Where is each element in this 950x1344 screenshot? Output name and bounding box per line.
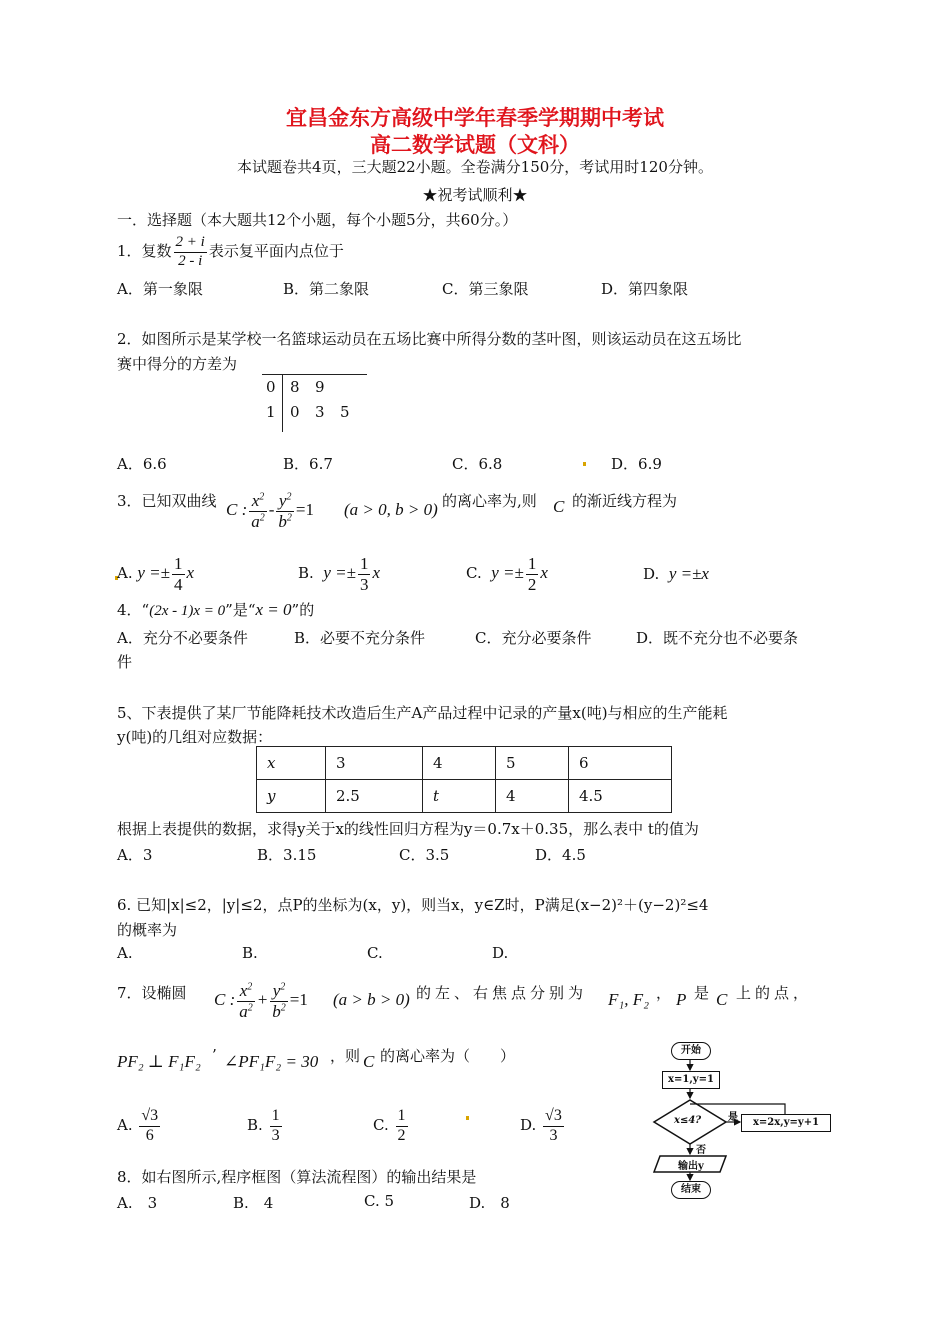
table-cell: 3 xyxy=(326,747,423,780)
table-cell: 6 xyxy=(569,747,672,780)
q3-option-c: C. y =± $\frac{1}{2}$ x xyxy=(466,554,548,594)
q3-opt-c-label: C. xyxy=(466,564,482,582)
q4-mid: ”是“ xyxy=(225,601,256,619)
q7-sep: ’ xyxy=(212,1046,217,1064)
table-cell: t xyxy=(423,780,496,813)
stem-top-line xyxy=(262,374,367,375)
q7-opt-c-label: C. xyxy=(373,1116,389,1134)
q1-suffix: 表示复平面内点位于 xyxy=(208,242,344,260)
q2-line2: 赛中得分的方差为 xyxy=(117,355,238,373)
q7-suffix: 上的点， xyxy=(736,984,813,1002)
question-4 xyxy=(117,599,314,620)
q7-ask: 的离心率为（ ） xyxy=(380,1047,516,1065)
q7-opt-c-den: 2 xyxy=(397,1126,406,1144)
q3-prefix: 3．已知双曲线 xyxy=(117,492,217,510)
q3-opt-c-den: 2 xyxy=(527,574,537,594)
q7-angle: ∠PF₁F₂ = 30 xyxy=(224,1052,319,1071)
q6-option-d: D. xyxy=(492,944,509,962)
q7-foci: F₁, F₂ xyxy=(608,990,650,1009)
q7-option-a xyxy=(117,1100,162,1150)
q5-data-table xyxy=(256,746,672,813)
q5-option-a: A．3 xyxy=(117,846,153,864)
q5-option-b: B．3.15 xyxy=(257,846,317,864)
q7-p: P xyxy=(676,990,687,1009)
q7-opt-b-den: 3 xyxy=(271,1126,280,1144)
q3-opt-a-label: A. xyxy=(117,564,133,582)
table-cell: 5 xyxy=(496,747,569,780)
leaf-1-2: 5 xyxy=(340,403,350,421)
q7-opt-a-num: √3 xyxy=(139,1107,160,1126)
stem-divider xyxy=(282,374,283,432)
q8-option-b: B. 4 xyxy=(233,1194,274,1212)
q7-c: C xyxy=(716,990,728,1009)
q5-line2: y(吨)的几组对应数据： xyxy=(117,728,273,746)
leaf-1-1: 3 xyxy=(315,403,325,421)
q7-opt-a-label: A. xyxy=(117,1116,133,1134)
q7-opt-b-num: 1 xyxy=(270,1107,282,1126)
q5-option-d: D．4.5 xyxy=(535,846,586,864)
q6-line2: 的概率为 xyxy=(117,921,178,939)
q3-opt-d-label: D. xyxy=(643,565,660,583)
q1-option-a: A．第一象限 xyxy=(117,280,203,298)
q3-option-d: D. y =±x xyxy=(643,564,709,583)
q5-option-c: C．3.5 xyxy=(399,846,450,864)
q5-line3: 根据上表提供的数据，求得y关于x的线性回归方程为y＝0.7x＋0.35，那么表中 t的值为 xyxy=(117,820,699,838)
q7-opt-b-label: B. xyxy=(247,1116,263,1134)
q1-option-c: C．第三象限 xyxy=(442,280,529,298)
flowchart-init: x=1,y=1 xyxy=(662,1071,720,1089)
q7-opt-d-den: 3 xyxy=(549,1126,558,1144)
q4-option-d: D．既不充分也不必要条 xyxy=(636,629,799,647)
q4-suffix: ”的 xyxy=(291,601,315,619)
q3-frac-x: $\frac{x^2}{a^2}$ xyxy=(251,491,265,531)
stem-leaf-plot xyxy=(262,374,367,432)
q2-option-b: B．6.7 xyxy=(283,455,333,473)
q7-ellipse-equation: C : $\frac{x^2}{a^2}$ + $\frac{y^2}{b^2}$ =1 xyxy=(214,981,308,1021)
table-row xyxy=(257,780,672,813)
q3-hyperbola-equation: C : $\frac{x^2}{a^2}$ - $\frac{y^2}{b^2}$ =1 xyxy=(226,491,315,531)
table-cell: 4.5 xyxy=(569,780,672,813)
q4-expr1: (2x - 1)x = 0 xyxy=(149,603,226,619)
q7-c2: C xyxy=(363,1052,375,1071)
q7-then: ，则 xyxy=(330,1047,361,1065)
page-title: 宜昌金东方高级中学年春季学期期中考试 xyxy=(286,105,664,130)
q7-option-c xyxy=(373,1100,410,1150)
table-cell: x xyxy=(257,747,326,780)
q7-opt-d-label: D. xyxy=(520,1116,537,1134)
flowchart-start: 开始 xyxy=(671,1042,711,1060)
q3-condition: (a > 0, b > 0) xyxy=(344,500,438,519)
q2-option-d: D．6.9 xyxy=(611,455,662,473)
q6-option-b: B. xyxy=(242,944,258,962)
q8-option-c: C. 5 xyxy=(364,1192,395,1210)
stray-mark-3 xyxy=(466,1116,469,1120)
question-1 xyxy=(117,228,344,274)
stray-mark xyxy=(583,462,586,466)
q7-prefix: 7．设椭圆 xyxy=(117,984,187,1002)
q3-opt-b-label: B. xyxy=(298,564,314,582)
q7-option-b xyxy=(247,1100,284,1150)
q1-option-d: D．第四象限 xyxy=(601,280,689,298)
blessing: ★祝考试顺利★ xyxy=(422,186,528,204)
q3-mid: 的离心率为,则 xyxy=(442,492,537,510)
q3-c: C xyxy=(553,497,565,516)
flowchart xyxy=(640,1038,840,1208)
q5-line1: 5、下表提供了某厂节能降耗技术改造后生产A产品过程中记录的产量x(吨)与相应的生产能耗 xyxy=(117,704,728,722)
stem-1: 1 xyxy=(266,403,276,421)
table-cell: 2.5 xyxy=(326,780,423,813)
q8-line1: 8．如右图所示,程序框图（算法流程图）的输出结果是 xyxy=(117,1168,477,1186)
q4-expr2: x = 0 xyxy=(255,600,292,619)
q7-mid: 的左、右焦点分别为 xyxy=(416,984,588,1002)
q1-frac-den: 2 - i xyxy=(178,252,203,269)
q7-opt-d-num: √3 xyxy=(543,1107,564,1126)
q7-condition: (a > b > 0) xyxy=(333,990,410,1009)
flowchart-no: 否 xyxy=(696,1145,706,1156)
q6-line1: 6. 已知|x|≤2，|y|≤2，点P的坐标为(x，y)，则当x，y∈Z时，P满足(x−2)²＋(y−2)²≤4 xyxy=(117,896,709,914)
q2-option-a: A．6.6 xyxy=(117,455,167,473)
q4-prefix: 4．“ xyxy=(117,601,150,619)
q4-option-d-wrap: 件 xyxy=(117,653,133,671)
flowchart-yes: 是 xyxy=(728,1112,738,1123)
exam-info: 本试题卷共4页，三大题22小题。全卷满分150分，考试用时120分钟。 xyxy=(237,158,713,176)
q1-prefix: 1．复数 xyxy=(117,242,172,260)
leaf-0-1: 9 xyxy=(315,378,325,396)
section-heading: 一．选择题（本大题共12个小题，每个小题5分，共60分。） xyxy=(117,211,518,229)
q3-opt-a-den: 4 xyxy=(174,574,183,594)
q4-option-a: A．充分不必要条件 xyxy=(117,629,248,647)
stem-0: 0 xyxy=(266,378,276,396)
q8-option-a: A. 3 xyxy=(117,1194,158,1212)
table-cell: y xyxy=(257,780,326,813)
q1-option-b: B．第二象限 xyxy=(283,280,370,298)
flowchart-update: x=2x,y=y+1 xyxy=(741,1114,831,1132)
q7-option-d xyxy=(520,1100,566,1150)
leaf-1-0: 0 xyxy=(290,403,300,421)
q7-opt-c-num: 1 xyxy=(396,1107,408,1126)
page-subtitle: 高二数学试题（文科） xyxy=(370,132,580,157)
flowchart-condition: x≤4? xyxy=(674,1115,702,1126)
q7-perp: PF₂ ⊥ F₁F₂ xyxy=(117,1052,201,1071)
q2-line1: 2．如图所示是某学校一名篮球运动员在五场比赛中所得分数的茎叶图，则该运动员在这五场比 xyxy=(117,330,742,348)
q3-option-b: B. y =± $\frac{1}{3}$ x xyxy=(298,554,380,594)
q6-option-c: C. xyxy=(367,944,383,962)
q3-opt-b-den: 3 xyxy=(359,574,369,594)
table-cell: 4 xyxy=(423,747,496,780)
q1-frac-num: 2 + i xyxy=(174,234,207,252)
q4-option-c: C．充分必要条件 xyxy=(475,629,592,647)
q2-option-c: C．6.8 xyxy=(452,455,503,473)
q3-frac-y: $\frac{y^2}{b^2}$ xyxy=(278,491,292,531)
leaf-0-0: 8 xyxy=(290,378,300,396)
q3-suffix: 的渐近线方程为 xyxy=(572,492,678,510)
q3-option-a: A. y =± $\frac{1}{4}$ x xyxy=(117,554,195,594)
table-row xyxy=(257,747,672,780)
q7-comma: ， xyxy=(656,984,672,1002)
q1-fraction xyxy=(174,234,207,270)
q4-option-b: B．必要不充分条件 xyxy=(294,629,426,647)
q6-option-a: A. xyxy=(117,944,133,962)
table-cell: 4 xyxy=(496,780,569,813)
q8-option-d: D. 8 xyxy=(469,1194,510,1212)
q7-opt-a-den: 6 xyxy=(145,1126,154,1144)
flowchart-end: 结束 xyxy=(671,1181,711,1199)
q7-is: 是 xyxy=(694,984,710,1002)
flowchart-output: 输出y xyxy=(678,1161,704,1172)
